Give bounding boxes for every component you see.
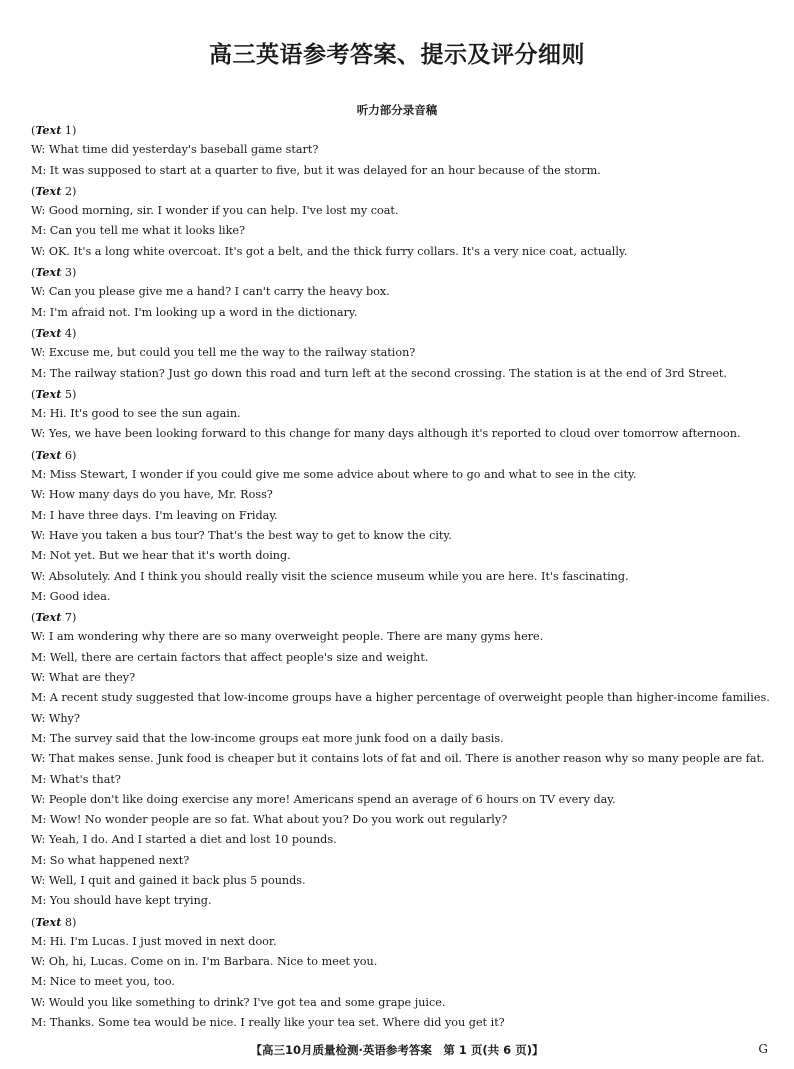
- text-header: [31, 607, 771, 627]
- dialogue-line: M: I'm afraid not. I'm looking up a word in the dictionary.: [31, 305, 358, 319]
- text-header-open: (: [31, 387, 36, 401]
- text-header-label: Text: [35, 447, 62, 462]
- dialogue-line: M: Nice to meet you, too.: [31, 975, 175, 989]
- dialogue-line: W: Why?: [31, 711, 80, 725]
- dialogue-line: W: Can you please give me a hand? I can't carry the heavy box.: [31, 285, 390, 299]
- dialogue-line: W: Have you taken a bus tour? That's the best way to get to know the city.: [31, 528, 452, 542]
- dialogue-line: W: Well, I quit and gained it back plus 5 pounds.: [31, 873, 306, 887]
- text-header-number: 8): [61, 915, 77, 929]
- dialogue-line: M: Wow! No wonder people are so fat. What about you? Do you work out regularly?: [31, 813, 508, 827]
- text-header-label: Text: [35, 183, 62, 198]
- text-header-label: Text: [35, 123, 62, 137]
- dialogue-line: W: What time did yesterday's baseball game start?: [31, 143, 319, 157]
- text-header-open: (: [31, 448, 36, 462]
- text-header: [31, 912, 771, 932]
- version-code: G: [758, 1042, 768, 1056]
- section-subtitle: 听力部分录音稿: [356, 103, 438, 117]
- dialogue-line: M: The survey said that the low-income groups eat more junk food on a daily basis.: [31, 731, 504, 745]
- dialogue-line: W: Yeah, I do. And I started a diet and lost 10 pounds.: [31, 833, 337, 847]
- text-header-number: 5): [61, 387, 77, 401]
- dialogue-line: M: Good idea.: [31, 589, 111, 603]
- dialogue-line: M: Not yet. But we hear that it's worth doing.: [31, 549, 291, 563]
- dialogue-line: M: You should have kept trying.: [31, 894, 212, 908]
- dialogue-line: W: I am wondering why there are so many overweight people. There are many gyms here.: [31, 630, 544, 644]
- text-header-label: Text: [35, 265, 62, 280]
- dialogue-line: W: People don't like doing exercise any more! Americans spend an average of 6 hours on TV every day.: [31, 792, 616, 806]
- dialogue-line: W: Would you like something to drink? I've got tea and some grape juice.: [31, 995, 446, 1009]
- dialogue-line: W: OK. It's a long white overcoat. It's got a belt, and the thick furry collars. It's a very nice coat, actually.: [31, 244, 628, 258]
- dialogue-line: W: Good morning, sir. I wonder if you can help. I've lost my coat.: [31, 204, 399, 218]
- text-header-number: 3): [61, 266, 77, 280]
- text-header-open: (: [31, 915, 36, 929]
- dialogue-line: M: Hi. It's good to see the sun again.: [31, 407, 241, 421]
- text-header-number: 2): [61, 184, 77, 198]
- dialogue-line: W: Oh, hi, Lucas. Come on in. I'm Barbara. Nice to meet you.: [31, 955, 378, 969]
- text-header-number: 4): [61, 326, 77, 340]
- text-header-open: (: [31, 124, 36, 137]
- page-footer: 【高三10月质量检测·英语参考答案 第 1 页(共 6 页)】: [250, 1043, 544, 1057]
- text-header-number: 7): [61, 611, 77, 625]
- dialogue-line: W: Absolutely. And I think you should really visit the science museum while you are here. It's fascinating.: [31, 569, 629, 583]
- dialogue-line: M: Well, there are certain factors that affect people's size and weight.: [31, 650, 429, 664]
- text-header: [31, 445, 771, 465]
- dialogue-line: M: The railway station? Just go down this road and turn left at the second crossing. The station is at the end of 3rd Street.: [31, 366, 727, 380]
- dialogue-line: W: That makes sense. Junk food is cheaper but it contains lots of fat and oil. There is another reason why so many people are fat.: [31, 752, 765, 766]
- text-header: [31, 120, 771, 140]
- dialogue-line: M: Hi. I'm Lucas. I just moved in next door.: [31, 934, 277, 948]
- page-title: 高三英语参考答案、提示及评分细则: [209, 42, 585, 68]
- dialogue-line: W: Excuse me, but could you tell me the way to the railway station?: [31, 346, 416, 360]
- text-header-label: Text: [35, 914, 62, 929]
- dialogue-line: M: Thanks. Some tea would be nice. I really like your tea set. Where did you get it?: [31, 1016, 505, 1030]
- text-header-open: (: [31, 611, 36, 625]
- text-header: [31, 323, 771, 343]
- dialogue-line: M: So what happened next?: [31, 853, 190, 867]
- text-header: [31, 384, 771, 404]
- dialogue-line: M: Can you tell me what it looks like?: [31, 224, 246, 238]
- dialogue-line: W: How many days do you have, Mr. Ross?: [31, 488, 273, 502]
- text-header-number: 1): [61, 124, 77, 137]
- dialogue-line: M: A recent study suggested that low-income groups have a higher percentage of overweight people than higher-income families.: [31, 691, 770, 705]
- text-header-label: Text: [35, 386, 62, 401]
- dialogue-line: M: Miss Stewart, I wonder if you could give me some advice about where to go and what to see in the city.: [31, 468, 637, 482]
- text-header-label: Text: [35, 325, 62, 340]
- transcript: [31, 120, 771, 1033]
- text-header-number: 6): [61, 448, 77, 462]
- text-header-open: (: [31, 326, 36, 340]
- text-header-open: (: [31, 184, 36, 198]
- text-header-open: (: [31, 266, 36, 280]
- text-header: [31, 181, 771, 201]
- text-header-label: Text: [35, 610, 62, 625]
- text-header: [31, 262, 771, 282]
- dialogue-line: M: What's that?: [31, 772, 121, 786]
- dialogue-line: W: Yes, we have been looking forward to this change for many days although it's reported to cloud over tomorrow afternoon.: [31, 427, 741, 441]
- dialogue-line: M: It was supposed to start at a quarter to five, but it was delayed for an hour because of the storm.: [31, 163, 601, 177]
- dialogue-line: W: What are they?: [31, 671, 136, 685]
- dialogue-line: M: I have three days. I'm leaving on Friday.: [31, 508, 278, 522]
